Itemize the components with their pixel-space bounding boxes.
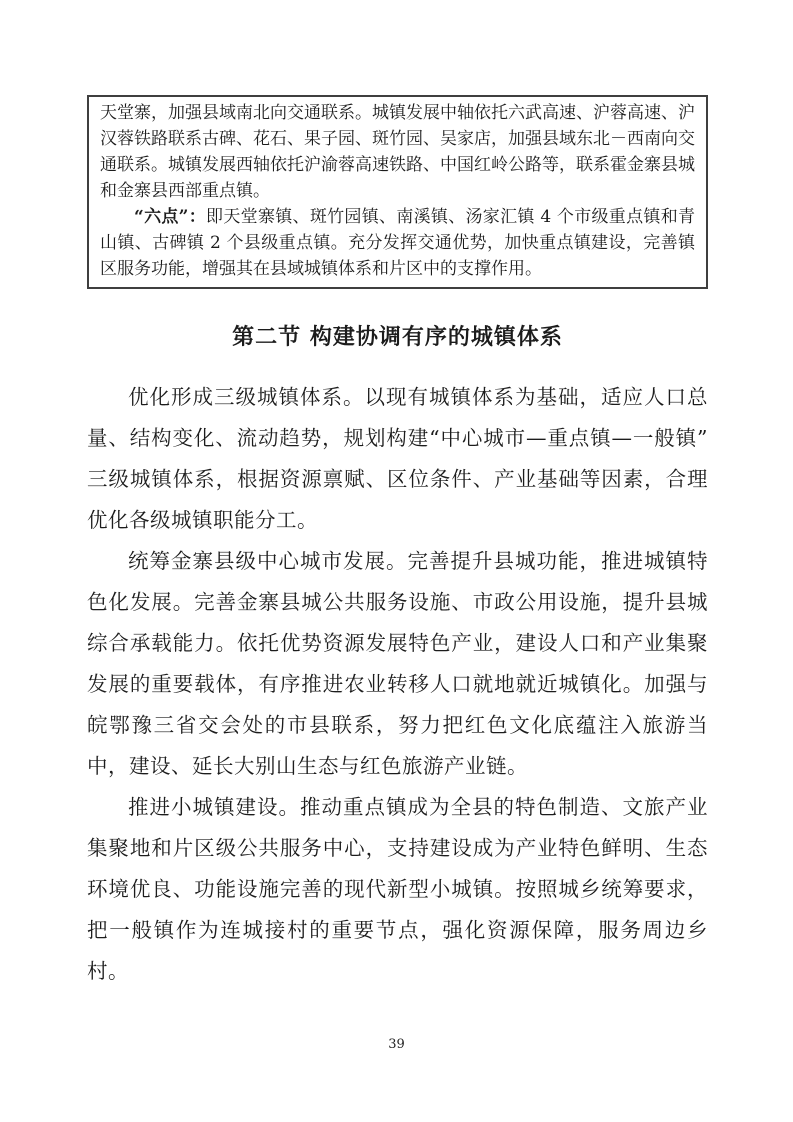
section-body <box>87 377 708 992</box>
box-paragraph-continuation: 天堂寨，加强县域南北向交通联系。城镇发展中轴依托六武高速、沪蓉高速、沪汉蓉铁路联系古碑、花石、果子园、斑竹园、吴家店，加强县域东北－西南向交通联系。城镇发展西轴依托沪渝蓉高速铁路、中国红岭公路等，联系霍金寨县城和金寨县西部重点镇。 <box>100 103 695 201</box>
section-heading: 第二节 构建协调有序的城镇体系 <box>232 325 563 350</box>
box-paragraph-body: 即天堂寨镇、斑竹园镇、南溪镇、汤家汇镇 4 个市级重点镇和青山镇、古碑镇 2 个县级重点镇。充分发挥交通优势，加快重点镇建设，完善镇区服务功能，增强其在县域城镇体系和片区中的支撑作用。 <box>100 207 695 279</box>
box-paragraph-lead: “六点”： <box>134 207 207 227</box>
body-paragraph-3: 推进小城镇建设。推动重点镇成为全县的特色制造、文旅产业集聚地和片区级公共服务中心，支持建设成为产业特色鲜明、生态环境优良、功能设施完善的现代新型小城镇。按照城乡统筹要求，把一般镇作为连城接村的重要节点，强化资源保障，服务周边乡村。 <box>87 795 708 983</box>
highlight-box <box>87 95 708 289</box>
body-paragraph-1: 优化形成三级城镇体系。以现有城镇体系为基础，适应人口总量、结构变化、流动趋势，规划构建“中心城市—重点镇—一般镇”三级城镇体系，根据资源禀赋、区位条件、产业基础等因素，合理优化各级城镇职能分工。 <box>87 385 708 532</box>
box-paragraph-six-points <box>100 204 695 282</box>
page-number: 39 <box>388 1037 405 1052</box>
body-paragraph-2: 统筹金寨县级中心城市发展。完善提升县城功能，推进城镇特色化发展。完善金寨县城公共服务设施、市政公用设施，提升县城综合承载能力。依托优势资源发展特色产业，建设人口和产业集聚发展的重要载体，有序推进农业转移人口就地就近城镇化。加强与皖鄂豫三省交会处的市县联系，努力把红色文化底蕴注入旅游当中，建设、延长大别山生态与红色旅游产业链。 <box>87 549 708 778</box>
